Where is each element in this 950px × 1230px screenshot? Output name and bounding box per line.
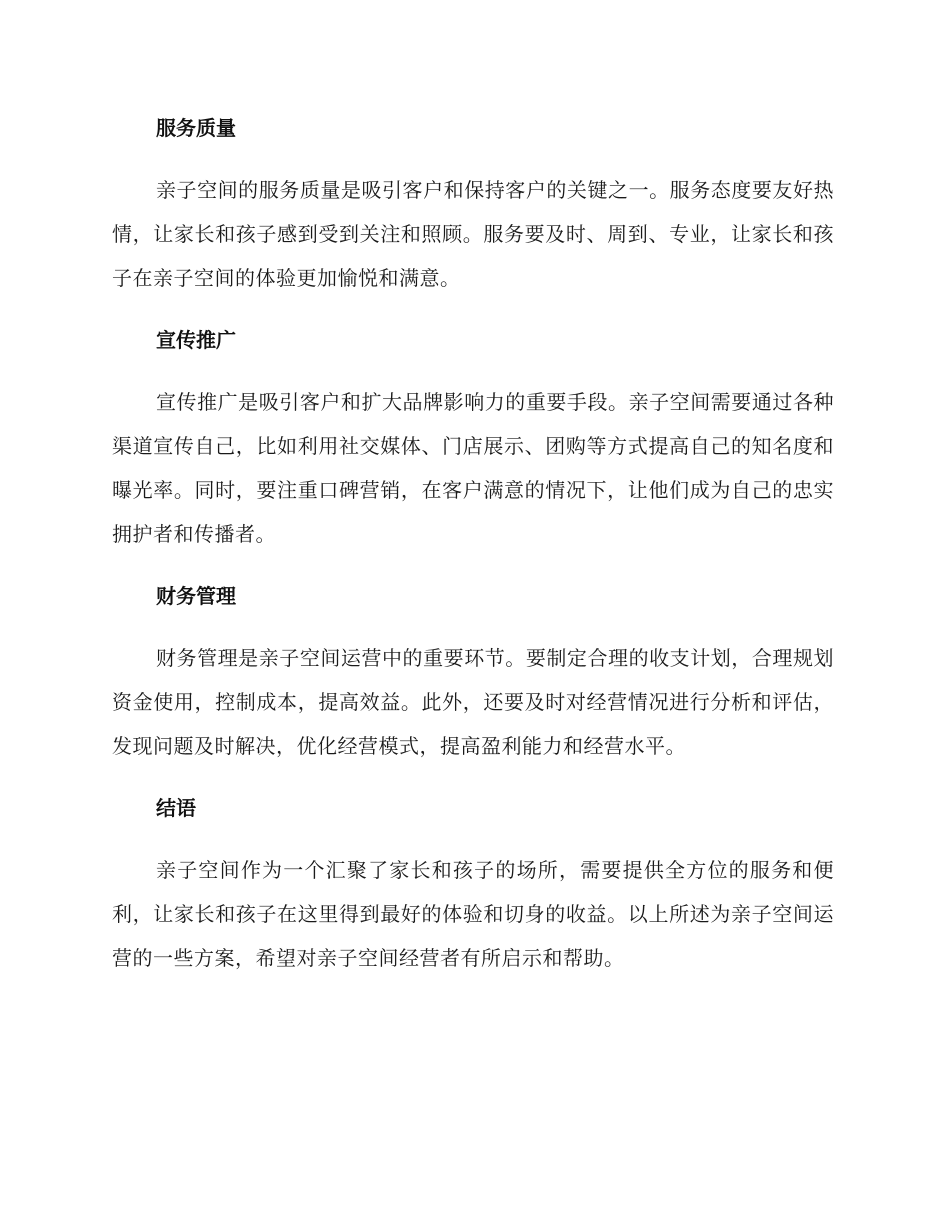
section-heading: 结语: [156, 796, 196, 820]
section-heading: 服务质量: [156, 116, 236, 140]
section-paragraph: 财务管理是亲子空间运营中的重要环节。要制定合理的收支计划，合理规划资金使用，控制成本，提高效益。此外，还要及时对经营情况进行分析和评估，发现问题及时解决，优化经营模式，提高盈利能力和经营水平。: [112, 646, 834, 758]
section-conclusion: [112, 786, 834, 980]
section-financial-management: [112, 574, 834, 768]
section-paragraph: 亲子空间的服务质量是吸引客户和保持客户的关键之一。服务态度要友好热情，让家长和孩子感到受到关注和照顾。服务要及时、周到、专业，让家长和孩子在亲子空间的体验更加愉悦和满意。: [112, 178, 834, 290]
section-service-quality: [112, 106, 834, 300]
section-heading: 财务管理: [156, 584, 236, 608]
document-body: [112, 106, 834, 998]
section-heading: 宣传推广: [156, 328, 236, 352]
section-promotion: [112, 318, 834, 556]
section-paragraph: 宣传推广是吸引客户和扩大品牌影响力的重要手段。亲子空间需要通过各种渠道宣传自己，比如利用社交媒体、门店展示、团购等方式提高自己的知名度和曝光率。同时，要注重口碑营销，在客户满意的情况下，让他们成为自己的忠实拥护者和传播者。: [112, 390, 834, 546]
section-paragraph: 亲子空间作为一个汇聚了家长和孩子的场所，需要提供全方位的服务和便利，让家长和孩子在这里得到最好的体验和切身的收益。以上所述为亲子空间运营的一些方案，希望对亲子空间经营者有所启示和帮助。: [112, 858, 834, 970]
